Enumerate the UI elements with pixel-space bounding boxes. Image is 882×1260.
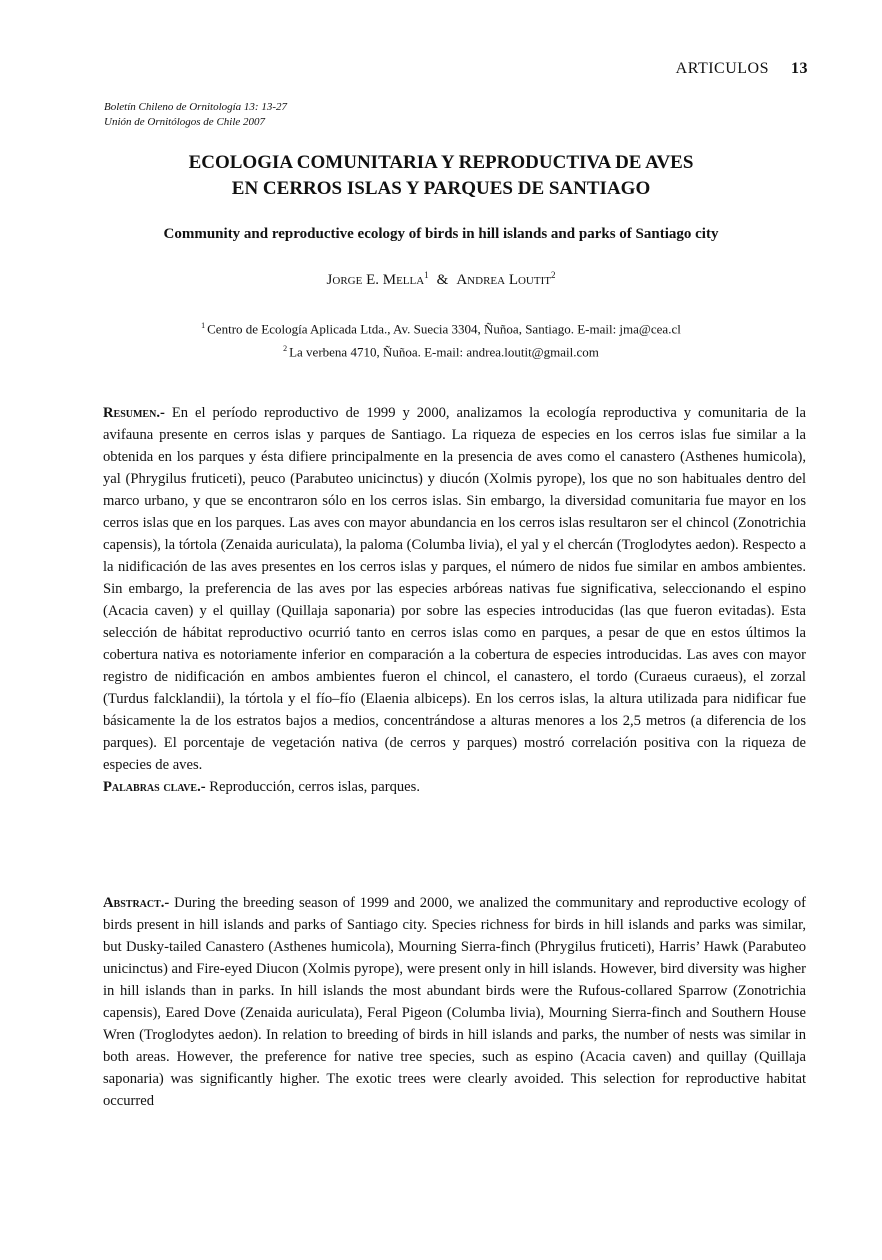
page-number: 13 <box>791 60 808 77</box>
abstract-section <box>103 892 806 1112</box>
author-list <box>60 270 822 289</box>
abstract-paragraph <box>103 892 806 1112</box>
author-1-affiliation-mark: 1 <box>424 270 429 280</box>
title-line-2: EN CERROS ISLAS Y PARQUES DE SANTIAGO <box>231 178 651 199</box>
author-2: Andrea Loutit <box>456 272 551 288</box>
keywords-label: Palabras clave.- <box>103 779 206 795</box>
affiliations <box>60 316 822 363</box>
resumen-paragraph <box>103 402 806 776</box>
abstract-label: Abstract.- <box>103 895 170 911</box>
author-2-affiliation-mark: 2 <box>550 270 556 280</box>
title-line-1: ECOLOGIA COMUNITARIA Y REPRODUCTIVA DE AVES <box>188 152 694 173</box>
journal-citation <box>104 100 287 130</box>
resumen-label: Resumen.- <box>103 405 165 421</box>
affiliation-1 <box>60 316 822 339</box>
keywords-text: Reproducción, cerros islas, parques. <box>209 779 420 795</box>
article-title <box>60 150 822 202</box>
journal-line-1: Boletín Chileno de Ornitología 13: 13-27 <box>104 101 288 113</box>
keywords-paragraph <box>103 776 806 798</box>
affiliation-2-mark: 2 <box>283 344 288 354</box>
affiliation-1-mark: 1 <box>201 321 206 330</box>
author-separator: & <box>436 272 449 288</box>
affiliation-1-text: Centro de Ecología Aplicada Ltda., Av. Suecia 3304, Ñuñoa, Santiago. E-mail: jma@cea.cl <box>207 321 681 337</box>
abstract-text: During the breeding season of 1999 and 2000, we analized the communitary and reproductive ecology of birds present in hill islands and parks of Santiago city. Species richness for birds in hill islands and parks was similar, but Dusky-tailed Canastero (Asthenes humicola), Mourning Sierra-finch (Phrygilus fruticeti), Harris’ Hawk (Parabuteo unicinctus) and Fire-eyed Diucon (Xolmis pyrope), were present only in hill islands. However, bird diversity was higher in hill islands than in parks. In hill islands the most abundant birds were the Rufous-collared Sparrow (Zonotrichia capensis), Eared Dove (Zenaida auriculata), Feral Pigeon (Columba livia), Mourning Sierra-finch and Southern House Wren (Troglodytes aedon). In relation to breeding of birds in hill islands and parks, the number of nests was similar in both areas. However, the preference for native tree species, such as espino (Acacia caven) and quillay (Quillaja saponaria) was significantly higher. The exotic trees were clearly avoided. This selection for reproductive habitat occurred <box>103 895 806 1109</box>
section-name: ARTICULOS <box>675 60 769 77</box>
journal-line-2: Unión de Ornitólogos de Chile 2007 <box>104 116 266 128</box>
running-header <box>676 60 808 78</box>
resumen-text: En el período reproductivo de 1999 y 2000, analizamos la ecología reproductiva y comunitaria de la avifauna presente en cerros islas y parques de Santiago. La riqueza de especies en los cerros islas fue similar a la obtenida en los parques y ésta difiere principalmente en la presencia de aves como el canastero (Asthenes humicola), yal (Phrygilus fruticeti), peuco (Parabuteo unicinctus) y diucón (Xolmis pyrope), los que no son habituales dentro del marco urbano, y que se encontraron sólo en los cerros islas. Sin embargo, la diversidad comunitaria fue mayor en los cerros islas que en los parques. Las aves con mayor abundancia en los cerros islas resultaron ser el chincol (Zonotrichia capensis), la tórtola (Zenaida auriculata), la paloma (Columba livia), el yal y el chercán (Troglodytes aedon). Respecto a la nidificación de las aves presentes en los cerros islas y parques, el número de nidos fue similar en ambos ambientes. Sin embargo, la preferencia de las aves por las especies arbóreas nativas fue significativa, seleccionando el espino (Acacia caven) y el quillay (Quillaja saponaria) por sobre las especies introducidas (las que fueron evitadas). Esta selección de hábitat reproductivo ocurrió tanto en cerros islas como en parques, a pesar de que en estos últimos la cobertura nativa es notoriamente inferior en comparación a la cobertura de especies introducidas. Las aves con mayor registro de nidificación en ambos ambientes fueron el chincol, el canastero, el tordo (Curaeus curaeus), el zorzal (Turdus falcklandii), la tórtola y el fío–fío (Elaenia albiceps). En los cerros islas, la altura utilizada para nidificar fue básicamente la de los estratos bajos a medios, concentrándose a alturas menores a los 2,5 metros (a diferencia de los parques). El porcentaje de vegetación nativa (de cerros y parques) mostró correlación positiva con la riqueza de especies de aves. <box>103 405 806 773</box>
affiliation-2-text: La verbena 4710, Ñuñoa. E-mail: andrea.loutit@gmail.com <box>289 344 599 360</box>
english-title: Community and reproductive ecology of birds in hill islands and parks of Santiago city <box>163 226 719 242</box>
resumen-section <box>103 402 806 798</box>
author-1: Jorge E. Mella <box>326 272 425 288</box>
affiliation-2 <box>60 339 822 362</box>
